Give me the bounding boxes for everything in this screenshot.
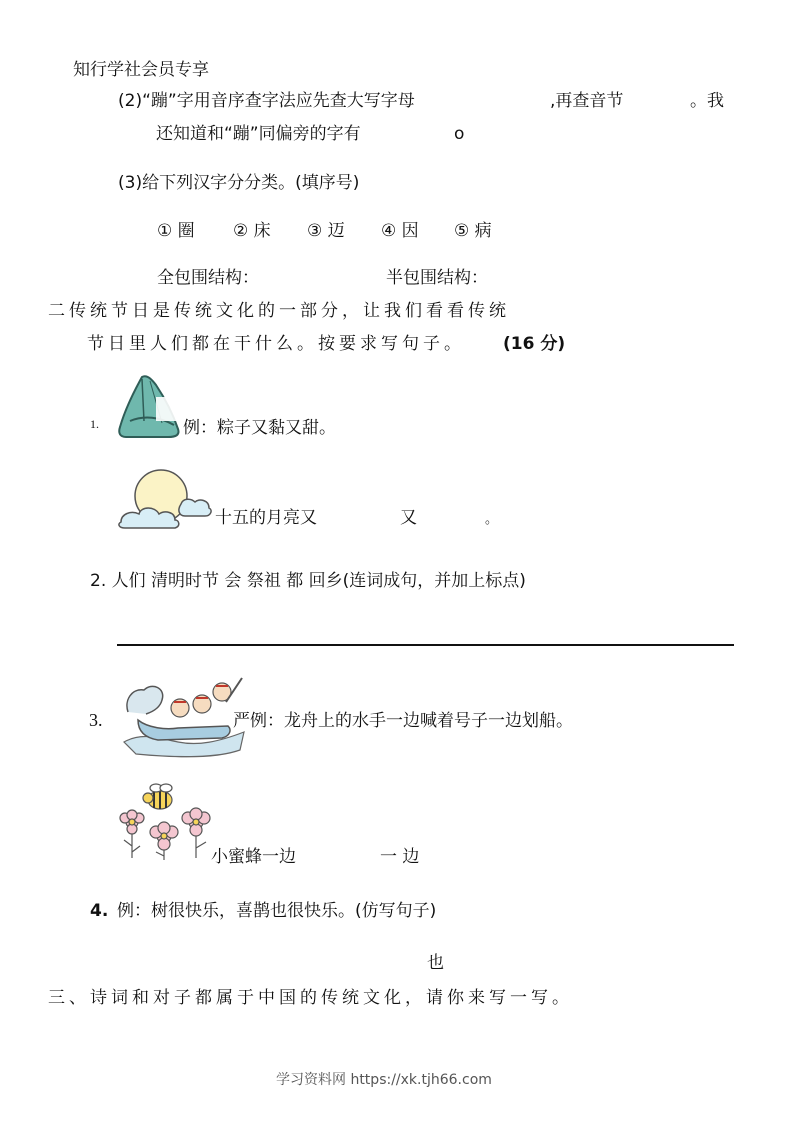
q1-example: 例：粽子又黏又甜。 (183, 418, 336, 438)
answer-line (117, 644, 734, 646)
q3-mid: 一 边 (380, 847, 420, 867)
q2-word-order: 2. 人们 清明时节 会 祭祖 都 回乡(连词成句，并加上标点) (90, 571, 526, 591)
q2-text-part3: 。我 (690, 91, 724, 111)
moon-cloud-illustration (117, 466, 215, 532)
q2-line2-end: o (454, 124, 465, 144)
q3-instruction: (3)给下列汉字分分类。(填序号) (118, 173, 360, 193)
bee-flowers-illustration (118, 782, 214, 862)
header-banner: 知行学社会员专享 (73, 60, 209, 80)
q2-line2: 还知道和“蹦”同偏旁的字有 (156, 124, 361, 144)
q4-number: 4. (90, 901, 109, 921)
char-item-1: ① 圈 (157, 221, 195, 241)
full-enclosure-label: 全包围结构： (157, 268, 259, 288)
section2-score: (16 分) (503, 334, 566, 354)
char-item-5: ⑤ 病 (454, 221, 492, 241)
footer-watermark: 学习资料网 https://xk.tjh66.com (276, 1072, 492, 1088)
q1-prompt: 十五的月亮又 (215, 508, 317, 528)
char-item-4: ④ 因 (381, 221, 419, 241)
q1-mid: 又 (400, 508, 417, 528)
q1-number: 1. (90, 417, 99, 431)
zongzi-illustration (116, 373, 184, 439)
section2-title-line1: 二传统节日是传统文化的一部分，让我们看看传统 (48, 301, 510, 321)
char-item-2: ② 床 (233, 221, 271, 241)
section3-title: 三、诗词和对子都属于中国的传统文化，请你来写一写。 (48, 988, 573, 1008)
half-enclosure-label: 半包围结构： (386, 268, 488, 288)
section2-title-line2: 节日里人们都在干什么。按要求写句子。 (87, 334, 465, 354)
q4-example: 例：树很快乐，喜鹊也很快乐。(仿写句子) (117, 901, 437, 921)
q4-ye: 也 (427, 953, 444, 973)
q3-number: 3. (89, 710, 103, 730)
q2-text-part2: ,再查音节 (550, 91, 624, 111)
char-item-3: ③ 迈 (307, 221, 345, 241)
dragon-boat-illustration (118, 672, 250, 760)
q3-example: 严例：龙舟上的水手一边喊着号子一边划船。 (233, 711, 573, 731)
q1-end: 。 (485, 512, 499, 527)
q2-text-part1: (2)“蹦”字用音序查字法应先查大写字母 (118, 91, 415, 111)
q3-prompt: 小蜜蜂一边 (211, 847, 296, 867)
